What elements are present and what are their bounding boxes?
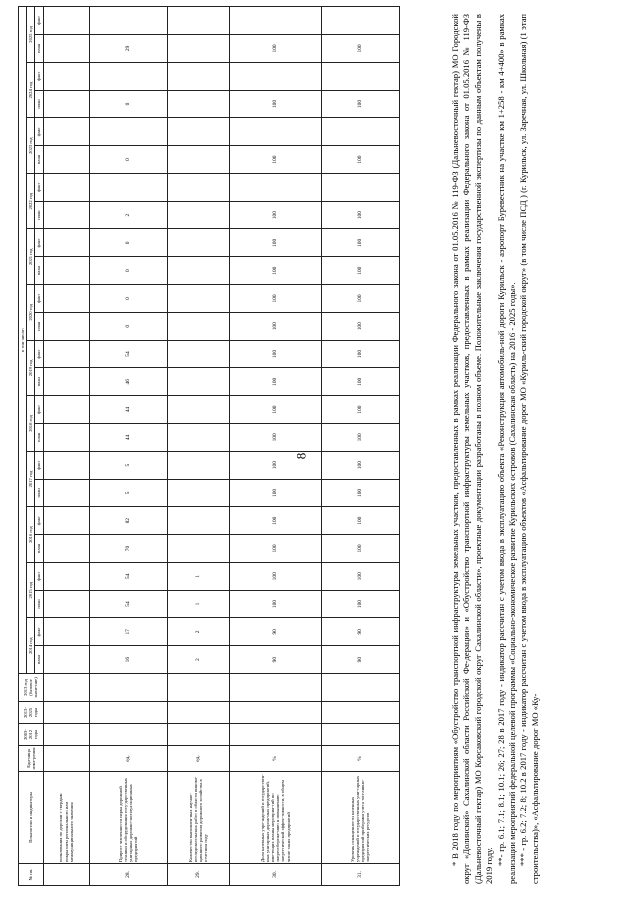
row-value-cell xyxy=(321,62,399,90)
row-value-cell: 1 xyxy=(167,562,229,590)
row-value-cell xyxy=(167,229,229,257)
row-value-cell xyxy=(167,368,229,396)
row-value-cell xyxy=(43,35,89,63)
header-year: 2020 год xyxy=(27,285,35,341)
row-unit: ед. xyxy=(167,746,229,772)
row-value-cell xyxy=(167,479,229,507)
row-value-cell: 54 xyxy=(89,340,167,368)
header-fact: факт xyxy=(35,396,43,424)
row-value-cell: 100 xyxy=(229,340,321,368)
row-value-cell xyxy=(229,118,321,146)
row-value-cell xyxy=(43,618,89,646)
row-value-cell: 82 xyxy=(89,507,167,535)
header-year: 2015 год xyxy=(27,562,35,618)
row-value-cell xyxy=(167,35,229,63)
header-plan: план xyxy=(35,646,43,674)
row-value-cell: 100 xyxy=(229,257,321,285)
footnotes xyxy=(450,14,541,884)
row-value-cell: 5 xyxy=(89,451,167,479)
row-value-cell: 100 xyxy=(229,285,321,313)
header-year: 2023 год xyxy=(27,118,35,174)
header-plan: план xyxy=(35,146,43,174)
header-year: 2018 год xyxy=(27,396,35,452)
header-2003-2012: 2003-2012 годы xyxy=(19,724,44,746)
row-indicator: Прирост численности парка дорожной техники и оборудования госу-дарственных унитарных дорожно-эксплуатационных предприятий xyxy=(89,772,167,864)
row-value-cell xyxy=(43,535,89,563)
header-row-1 xyxy=(19,7,27,886)
row-value-cell xyxy=(43,7,89,35)
row-value-cell: 70 xyxy=(89,535,167,563)
row-number: 28. xyxy=(89,864,167,886)
row-value-cell: 100 xyxy=(321,312,399,340)
row-value-cell: 100 xyxy=(321,396,399,424)
table-row xyxy=(321,7,399,886)
row-empty-cell xyxy=(229,724,321,746)
row-value-cell: 0 xyxy=(89,285,167,313)
row-value-cell: 29 xyxy=(89,35,167,63)
row-empty-cell xyxy=(89,702,167,724)
header-fact: факт xyxy=(35,118,43,146)
table-row xyxy=(167,7,229,886)
row-value-cell: 100 xyxy=(321,35,399,63)
row-empty-cell xyxy=(229,674,321,702)
row-empty-cell xyxy=(43,702,89,724)
header-2013: 2013 год (базовое значе-ние) xyxy=(19,674,44,702)
row-empty-cell xyxy=(43,674,89,702)
row-value-cell xyxy=(167,257,229,285)
row-value-cell: 100 xyxy=(321,562,399,590)
header-year: 2017 год xyxy=(27,451,35,507)
row-empty-cell xyxy=(321,674,399,702)
row-value-cell xyxy=(43,590,89,618)
row-indicator: Уровень оснащенности казенных учреждений и государственных уни-тарных предприятий приборами учета топ-ливно-энергетических ресурсов xyxy=(321,772,399,864)
row-value-cell: 100 xyxy=(321,590,399,618)
row-empty-cell xyxy=(167,702,229,724)
header-fact: факт xyxy=(35,229,43,257)
row-value-cell xyxy=(321,173,399,201)
row-value-cell: 2 xyxy=(167,646,229,674)
row-value-cell xyxy=(43,507,89,535)
row-value-cell: 54 xyxy=(89,562,167,590)
header-2013-2025: 2013-2025 годы xyxy=(19,702,44,724)
row-value-cell xyxy=(43,257,89,285)
row-value-cell: 5 xyxy=(89,479,167,507)
row-number: 30. xyxy=(229,864,321,886)
row-value-cell xyxy=(167,118,229,146)
row-value-cell xyxy=(43,201,89,229)
header-fact: факт xyxy=(35,562,43,590)
header-year: 2014 год xyxy=(27,618,35,674)
row-value-cell: 100 xyxy=(321,423,399,451)
row-value-cell xyxy=(321,7,399,35)
row-value-cell: 100 xyxy=(229,590,321,618)
row-number: 29. xyxy=(167,864,229,886)
row-value-cell: 44 xyxy=(89,423,167,451)
indicators-table-wrapper xyxy=(18,6,433,886)
row-value-cell xyxy=(43,312,89,340)
header-plan: план xyxy=(35,35,43,63)
header-indicator: Показатели и индикаторы xyxy=(19,772,44,864)
table-row xyxy=(43,7,89,886)
header-fact: факт xyxy=(35,285,43,313)
row-value-cell: 100 xyxy=(229,146,321,174)
row-value-cell: 100 xyxy=(321,257,399,285)
page-number: 8 xyxy=(293,452,309,460)
row-value-cell xyxy=(89,173,167,201)
header-plan: план xyxy=(35,423,43,451)
row-value-cell: 90 xyxy=(321,618,399,646)
row-value-cell xyxy=(167,340,229,368)
row-value-cell: 100 xyxy=(321,146,399,174)
header-plan: план xyxy=(35,479,43,507)
row-value-cell xyxy=(167,423,229,451)
header-plan: план xyxy=(35,257,43,285)
row-value-cell xyxy=(167,285,229,313)
header-year: 2021 год xyxy=(27,229,35,285)
row-value-cell: 100 xyxy=(321,368,399,396)
row-value-cell xyxy=(167,396,229,424)
row-value-cell xyxy=(43,173,89,201)
row-value-cell xyxy=(229,7,321,35)
row-value-cell: 0 xyxy=(89,257,167,285)
row-value-cell: 100 xyxy=(229,535,321,563)
row-value-cell xyxy=(167,62,229,90)
row-value-cell: 100 xyxy=(321,340,399,368)
header-fact: факт xyxy=(35,7,43,35)
row-value-cell xyxy=(229,173,321,201)
row-value-cell xyxy=(43,479,89,507)
header-plan: план xyxy=(35,535,43,563)
row-indicator: пользования по дорогам с твердым покрытием регионального или межмуниципального значения xyxy=(43,772,89,864)
row-value-cell xyxy=(167,312,229,340)
row-empty-cell xyxy=(167,724,229,746)
row-value-cell xyxy=(43,451,89,479)
row-unit xyxy=(43,746,89,772)
header-plan: план xyxy=(35,368,43,396)
row-value-cell xyxy=(43,396,89,424)
row-value-cell: 2 xyxy=(89,201,167,229)
row-value-cell xyxy=(167,451,229,479)
row-value-cell xyxy=(167,90,229,118)
header-year: 2019 год xyxy=(27,340,35,396)
row-unit: % xyxy=(229,746,321,772)
header-year: 2022 год xyxy=(27,173,35,229)
row-value-cell xyxy=(43,90,89,118)
row-value-cell: 16 xyxy=(89,646,167,674)
header-fact: факт xyxy=(35,618,43,646)
row-value-cell xyxy=(43,646,89,674)
header-in-total: в том числе: xyxy=(19,7,27,674)
row-value-cell: 100 xyxy=(229,507,321,535)
row-value-cell: 17 xyxy=(89,618,167,646)
row-value-cell: 0 xyxy=(89,90,167,118)
row-value-cell: 0 xyxy=(89,146,167,174)
header-year: 2024 год xyxy=(27,62,35,118)
row-empty-cell xyxy=(229,702,321,724)
row-unit: % xyxy=(321,746,399,772)
table-body xyxy=(43,7,399,886)
header-plan: план xyxy=(35,90,43,118)
header-fact: факт xyxy=(35,340,43,368)
row-value-cell xyxy=(321,118,399,146)
table-row xyxy=(229,7,321,886)
row-value-cell xyxy=(167,201,229,229)
row-value-cell: 100 xyxy=(229,90,321,118)
row-value-cell: 100 xyxy=(321,507,399,535)
row-value-cell: 100 xyxy=(229,312,321,340)
row-value-cell: 100 xyxy=(321,201,399,229)
row-value-cell: 100 xyxy=(321,229,399,257)
row-value-cell xyxy=(43,229,89,257)
row-value-cell xyxy=(89,7,167,35)
header-year: 2025 год xyxy=(27,7,35,63)
indicators-table xyxy=(18,6,400,886)
header-num: № пп. xyxy=(19,864,44,886)
row-value-cell xyxy=(167,146,229,174)
row-value-cell xyxy=(43,340,89,368)
header-fact: факт xyxy=(35,62,43,90)
row-empty-cell xyxy=(321,702,399,724)
row-value-cell: 100 xyxy=(229,562,321,590)
row-value-cell: 100 xyxy=(229,35,321,63)
row-value-cell: 0 xyxy=(89,312,167,340)
row-value-cell: 100 xyxy=(321,535,399,563)
row-value-cell: 100 xyxy=(229,479,321,507)
row-value-cell: 100 xyxy=(321,479,399,507)
row-empty-cell xyxy=(89,724,167,746)
row-number xyxy=(43,864,89,886)
row-value-cell xyxy=(43,562,89,590)
footnote-3: *** - гр. 6.2; 7.2; 8; 10.2 в 2017 году - индикатор рассчитан с учетом ввода в эксплуатацию объектов «Асфальтирование дорог МО «Куриль-ский городской округ» (в том числе ПСД ) (г. Курильск, ул. Заречная, ул. Школьная) (1 этап строительства)», «Асфальтирование дорог МО «Ку- xyxy=(518,14,540,884)
row-value-cell: 100 xyxy=(321,285,399,313)
row-empty-cell xyxy=(321,724,399,746)
row-value-cell: 100 xyxy=(229,201,321,229)
row-value-cell: 0 xyxy=(89,229,167,257)
row-value-cell xyxy=(167,507,229,535)
table-row xyxy=(89,7,167,886)
row-value-cell: 46 xyxy=(89,368,167,396)
header-year: 2016 год xyxy=(27,507,35,563)
row-value-cell xyxy=(43,146,89,174)
row-value-cell xyxy=(43,285,89,313)
header-plan: план xyxy=(35,590,43,618)
row-value-cell xyxy=(89,118,167,146)
row-value-cell: 2 xyxy=(167,618,229,646)
row-value-cell: 100 xyxy=(229,229,321,257)
row-value-cell xyxy=(43,118,89,146)
row-value-cell: 44 xyxy=(89,396,167,424)
row-value-cell: 90 xyxy=(229,646,321,674)
row-unit: ед. xyxy=(89,746,167,772)
row-value-cell: 90 xyxy=(321,646,399,674)
row-value-cell xyxy=(43,368,89,396)
row-value-cell: 100 xyxy=(229,368,321,396)
row-indicator: Доля казенных учре-ждений и государствен-ных унитарных дорож-ных предприятий, име-ющих планы мероприя-тий по энергосбереже-нию и повышению энергетической эффек-тивности, в общем числе таких предприятий xyxy=(229,772,321,864)
row-value-cell: 100 xyxy=(321,451,399,479)
header-fact: факт xyxy=(35,173,43,201)
header-unit: Еди-ница изме-рения xyxy=(19,746,44,772)
header-plan: план xyxy=(35,201,43,229)
footnote-2: **- гр. 6.1; 7.1; 8.1; 10.1; 26; 27; 28 в 2017 году - индикатор рассчитан с учетом ввода в эксплуатацию объекта «Реконструкция автомобиль-ной дороги Курильск - аэропорт Буревестник на участке км 1+258 - км 4+400» в рамках реализации мероприятий федеральной целевой программы «Социально-экономическое развитие Курильских островов (Сахалинская область) на 2016 - 2025 годы». xyxy=(495,14,518,884)
footnote-1: * В 2018 году по мероприятиям «Обустройство транспортной инфраструктуры земельных участков, предоставленных в рамках реализации Федерального закона от 01.05.2016 № 119-ФЗ (Дальневосточный гектар) МО Городской округ «Долинской» Сахалинской области Российской Фе-дерации» и «Обустройство транспортной инфраструктуры земельных участков, предоставленных в рамках реализации Федерального закона от 01.05.2016 № 119-ФЗ (Дальневосточный гектар) МО Корсаковский городской округ Сахалинской области», проектные документации разработаны в полном объеме. Положительные заключения государственной экспертизы по данным объектам получены в 2019 году. xyxy=(450,14,495,884)
row-value-cell xyxy=(43,62,89,90)
header-fact: факт xyxy=(35,451,43,479)
row-empty-cell xyxy=(43,724,89,746)
row-value-cell: 100 xyxy=(321,90,399,118)
row-value-cell xyxy=(229,62,321,90)
row-empty-cell xyxy=(89,674,167,702)
row-value-cell xyxy=(167,7,229,35)
header-plan: план xyxy=(35,312,43,340)
header-fact: факт xyxy=(35,507,43,535)
row-value-cell xyxy=(43,423,89,451)
row-value-cell: 100 xyxy=(229,423,321,451)
row-value-cell: 100 xyxy=(229,396,321,424)
row-value-cell: 100 xyxy=(229,451,321,479)
row-number: 31. xyxy=(321,864,399,886)
row-empty-cell xyxy=(167,674,229,702)
row-indicator: Количество выполнен-ных научно-исследовательских работ в области иннова-ционного развития дорожного хозяйства в отчетном году xyxy=(167,772,229,864)
row-value-cell: 54 xyxy=(89,590,167,618)
row-value-cell xyxy=(89,62,167,90)
row-value-cell: 1 xyxy=(167,590,229,618)
row-value-cell xyxy=(167,173,229,201)
row-value-cell xyxy=(167,535,229,563)
row-value-cell: 90 xyxy=(229,618,321,646)
